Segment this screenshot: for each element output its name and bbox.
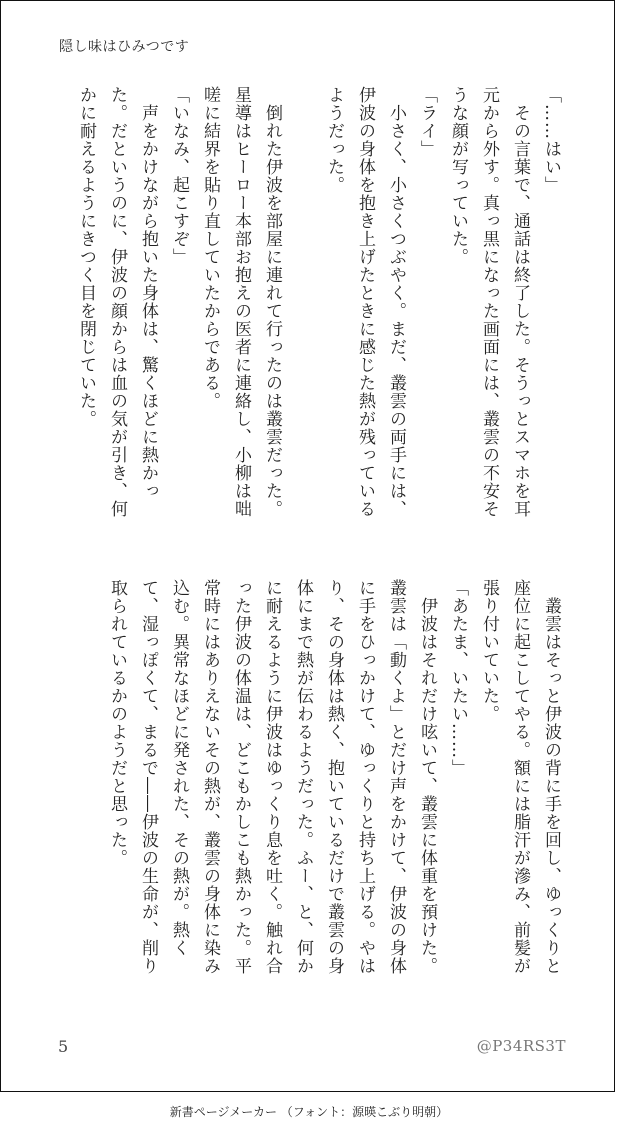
body-text-lower: 叢雲はそっと伊波の背に手を回し、ゆっくりと座位に起こしてやる。額には脂汗が滲み、前髪が張り付いていた。 「あたま、いたい……」 伊波はそれだけ呟いて、叢雲に体重を預けた。叢雲は「動くよ」とだけ声をかけて、伊波の身体に手をひっかけて、ゆっくりと持ち上げる。やはり、その身体は熱く、抱いているだけで叢雲の身体にまで熱が伝わるようだった。ふー、と、何かに耐えるように伊波はゆっくり息を吐く。触れ合った伊波の体温は、どこもかしこも熱かった。平常時にはありえないその熱が、叢雲の身体に染み込む。異常なほどに発された、その熱が。熱くて、湿っぽくて、まるで――伊波の生命が、削り取られているかのようだと思った。 bbox=[107, 579, 561, 975]
generator-caption: 新書ページメーカー （フォント：源暎こぶり明朝） bbox=[169, 1105, 449, 1119]
running-title: 隠し味はひみつです bbox=[59, 39, 190, 55]
body-text-upper: 「……はい」 その言葉で、通話は終了した。そうっとスマホを耳元から外す。真っ黒になった画面には、叢雲の不安そうな顔が写っていた。 「ライ」 小さく、小さくつぶやく。まだ、叢雲の両手には、伊波の身体を抱き上げたときに感じた熱が残っているようだった。 倒れた伊波を部屋に連れて行ったのは叢雲だった。星導はヒーロー本部お抱えの医者に連絡し、小柳は咄嗟に結界を貼り直していたからである。 「いなみ、起こすぞ」 声をかけながら抱いた身体は、驚くほどに熱かった。だというのに、伊波の顔からは血の気が引き、何かに耐えるようにきつく目を閉じていた。 bbox=[76, 86, 561, 518]
page-number: 5 bbox=[58, 1037, 69, 1056]
author-handle: @P34RS3T bbox=[476, 1037, 566, 1055]
